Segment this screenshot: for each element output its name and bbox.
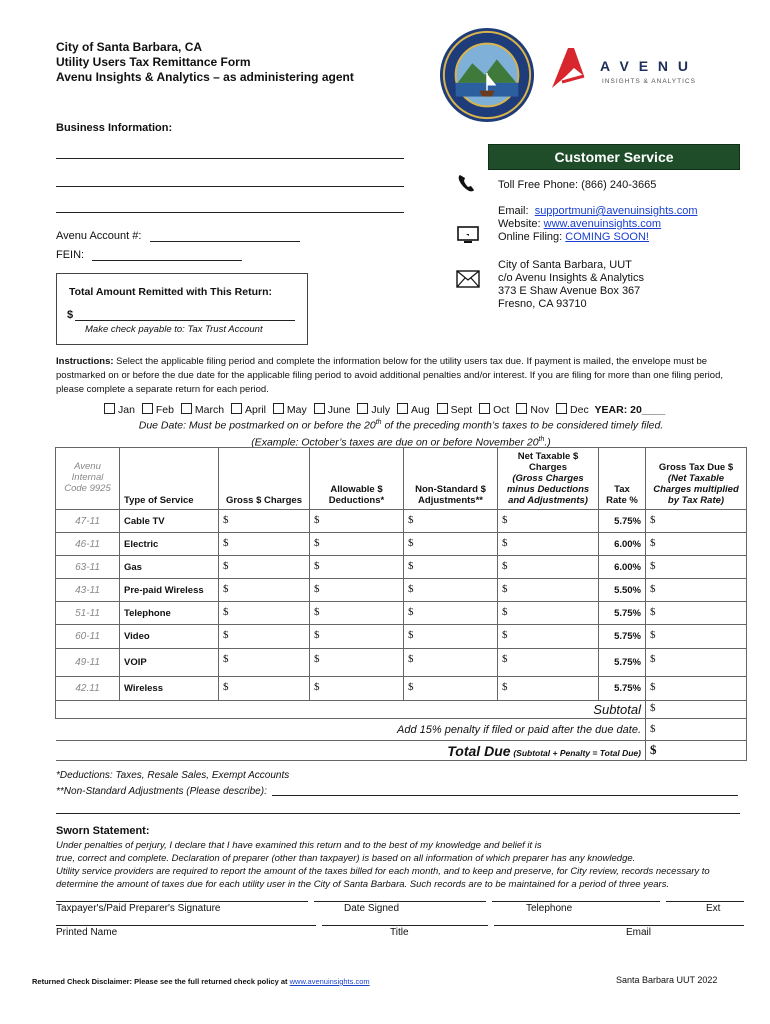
net-cell[interactable]: $ [498,510,599,533]
net-cell[interactable]: $ [498,625,599,649]
due-date-example-sup: th [538,435,545,443]
address-line-1: City of Santa Barbara, UUT [498,259,632,271]
header-gross: Gross $ Charges [219,448,310,510]
month-checkbox[interactable] [397,403,408,414]
due-date-note [56,416,746,449]
row-code: 47-11 [56,510,120,533]
signature-field[interactable] [56,901,308,902]
month-label: Jan [118,404,135,416]
due-cell[interactable]: $ [646,556,747,579]
mailing-address [498,259,644,311]
row-rate: 5.75% [599,677,646,701]
ext-field[interactable] [666,901,744,902]
disclaimer-text: Returned Check Disclaimer: Please see the full returned check policy at [32,977,290,986]
avenu-wordmark: A V E N U [600,58,692,74]
month-checkbox[interactable] [437,403,448,414]
phone-icon [456,172,478,194]
business-city-line[interactable] [56,212,404,213]
header-nonstandard: Non-Standard $ Adjustments** [404,448,498,510]
month-checkbox[interactable] [556,403,567,414]
online-filing-link[interactable]: COMING SOON! [565,231,649,243]
table-row [56,625,747,649]
gross-cell[interactable]: $ [219,602,310,625]
gross-cell[interactable]: $ [219,556,310,579]
due-cell[interactable]: $ [646,677,747,701]
total-due-label [56,741,646,761]
month-checkbox[interactable] [273,403,284,414]
header-allowable: Allowable $ Deductions* [310,448,404,510]
gross-cell[interactable]: $ [219,625,310,649]
row-rate: 5.50% [599,579,646,602]
due-cell[interactable]: $ [646,579,747,602]
row-rate: 5.75% [599,625,646,649]
filing-label: Online Filing: [498,231,563,243]
nonstandard-cell[interactable]: $ [404,510,498,533]
address-line-4: Fresno, CA 93710 [498,298,587,310]
net-cell[interactable]: $ [498,677,599,701]
year-label[interactable]: YEAR: 20____ [594,404,666,416]
due-cell[interactable]: $ [646,602,747,625]
nonstandard-cell[interactable]: $ [404,533,498,556]
due-date-text-end: of the preceding month’s taxes to be considered timely filed. [381,419,664,432]
form-header [56,40,354,85]
allowable-cell[interactable]: $ [310,533,404,556]
row-rate: 5.75% [599,510,646,533]
row-service: Electric [120,533,219,556]
subtotal-cell[interactable]: $ [646,701,747,719]
avenu-logo [548,46,728,92]
website-label: Website: [498,218,541,230]
gross-cell[interactable]: $ [219,510,310,533]
tax-table [55,447,747,761]
form-version: Santa Barbara UUT 2022 [616,975,718,985]
contact-online [498,205,698,244]
month-checkbox[interactable] [104,403,115,414]
due-date-sup: th [375,419,382,426]
header-agent: Avenu Insights & Analytics – as administering agent [56,70,354,84]
account-field[interactable] [150,241,300,242]
row-code: 63-11 [56,556,120,579]
net-cell[interactable]: $ [498,533,599,556]
row-rate: 5.75% [599,649,646,677]
header-net-title: Net Taxable $ Charges [517,451,579,473]
email-label-sig: Email [626,927,652,938]
due-cell[interactable]: $ [646,625,747,649]
net-cell[interactable]: $ [498,649,599,677]
nonstandard-note: **Non-Standard Adjustments (Please describe): [56,786,267,797]
avenu-a-icon [548,46,588,90]
month-label: Nov [530,404,550,416]
month-label: Sept [450,404,473,416]
address-line-2: c/o Avenu Insights & Analytics [498,272,644,284]
header-code: Avenu Internal Code 9925 [56,448,120,510]
returned-check-disclaimer [32,977,370,986]
due-date-example: (Example: October’s taxes are due on or before November 20 [251,436,539,448]
instructions-text: Select the applicable filing period and complete the information below for the utility users tax due. If payment is mailed, the envelope must be postmarked on or before the due date for the applicable filing period to avoid additional penalties and/or interest. If you are filing for more than one filing period, please complete a separate return for each period. [56,356,723,395]
row-rate: 6.00% [599,533,646,556]
table-row [56,649,747,677]
business-address-line[interactable] [56,186,404,187]
address-line-3: 373 E Shaw Avenue Box 367 [498,285,641,297]
penalty-label: Add 15% penalty if filed or paid after the due date. [56,719,646,741]
email-link[interactable]: supportmuni@avenuinsights.com [534,205,698,217]
row-rate: 5.75% [599,602,646,625]
row-service: Telephone [120,602,219,625]
row-service: Wireless [120,677,219,701]
row-service: Video [120,625,219,649]
total-due-note: (Subtotal + Penalty = Total Due) [513,747,641,758]
gross-cell[interactable]: $ [219,533,310,556]
month-label: April [244,404,266,416]
month-label: March [194,404,225,416]
total-due-row [56,741,747,761]
toll-free-phone: Toll Free Phone: (866) 240-3665 [498,179,657,191]
gross-cell[interactable]: $ [219,649,310,677]
row-service: Cable TV [120,510,219,533]
subtotal-label: Subtotal [56,701,646,719]
nonstandard-description-field[interactable] [272,795,738,796]
due-cell[interactable]: $ [646,510,747,533]
total-remitted-box [56,273,308,345]
header-net [498,448,599,510]
allowable-cell[interactable]: $ [310,649,404,677]
nonstandard-cell[interactable]: $ [404,649,498,677]
table-row [56,556,747,579]
month-label: July [371,404,391,416]
header-service: Type of Service [120,448,219,510]
penalty-cell[interactable]: $ [646,719,747,741]
total-remitted-dollar: $ [67,309,74,321]
business-info-title: Business Information: [56,122,173,134]
net-cell[interactable]: $ [498,556,599,579]
month-checkbox[interactable] [181,403,192,414]
instructions [56,355,746,397]
sworn-line-2: true, correct and complete. Declaration of preparer (other than taxpayer) is based on all information of which preparer has any knowledge. [56,853,636,864]
sworn-line-3: Utility service providers are required to report the amount of the taxes billed for each month, and to keep and preserve, for City review, records necessary to [56,866,710,877]
month-label: June [327,404,351,416]
header-form-title: Utility Users Tax Remittance Form [56,55,251,69]
month-label: Dec [570,404,589,416]
nonstandard-cell[interactable]: $ [404,602,498,625]
month-checkbox[interactable] [516,403,527,414]
ext-label: Ext [706,903,721,914]
title-label: Title [390,927,409,938]
penalty-row [56,719,747,741]
nonstandard-cell[interactable]: $ [404,625,498,649]
table-row [56,677,747,701]
email-label: Email: [498,205,529,217]
header-city: City of Santa Barbara, CA [56,40,203,54]
payable-note: Make check payable to: Tax Trust Account [85,324,263,335]
title-field[interactable] [322,925,488,926]
row-service: Pre-paid Wireless [120,579,219,602]
date-signed-field[interactable] [314,901,486,902]
nonstandard-cell[interactable]: $ [404,556,498,579]
instructions-label: Instructions: [56,356,114,367]
avenu-tagline: INSIGHTS & ANALYTICS [602,78,696,85]
allowable-cell[interactable]: $ [310,510,404,533]
total-due-cell[interactable]: $ [646,741,747,761]
total-remitted-field[interactable] [75,320,295,321]
fein-label: FEIN: [56,249,85,261]
computer-icon [456,226,480,246]
printed-name-field[interactable] [56,925,316,926]
footnotes [56,768,289,800]
net-cell[interactable]: $ [498,579,599,602]
month-checkbox[interactable] [231,403,242,414]
header-net-sub: (Gross Charges minus Deductions and Adjustments) [506,473,590,506]
subtotal-row [56,701,747,719]
telephone-label: Telephone [526,903,573,914]
table-row [56,533,747,556]
nonstandard-cell[interactable]: $ [404,677,498,701]
account-label: Avenu Account #: [56,230,142,242]
sworn-statement-title: Sworn Statement: [56,825,150,837]
month-checkbox[interactable] [479,403,490,414]
row-code: 51-11 [56,602,120,625]
filing-period-months [100,403,665,416]
due-date-example-end: .) [544,436,551,448]
allowable-cell[interactable]: $ [310,556,404,579]
telephone-field[interactable] [492,901,660,902]
nonstandard-cell[interactable]: $ [404,579,498,602]
envelope-icon [456,270,480,288]
header-rate: Tax Rate % [599,448,646,510]
allowable-cell[interactable]: $ [310,579,404,602]
business-name-line[interactable] [56,158,404,159]
row-code: 42.11 [56,677,120,701]
due-date-text: Due Date: Must be postmarked on or before the 20 [138,419,376,432]
month-label: Feb [155,404,174,416]
email-field[interactable] [494,925,744,926]
month-label: Aug [411,404,430,416]
sworn-line-4: determine the amount of taxes due for each utility user in the City of Santa Barbara. Such records are to be maintained for a period of three years. [56,879,670,890]
table-row [56,510,747,533]
row-rate: 6.00% [599,556,646,579]
gross-cell[interactable]: $ [219,579,310,602]
due-cell[interactable]: $ [646,649,747,677]
header-due-title: Gross Tax Due $ [658,462,734,473]
month-label: May [286,404,307,416]
allowable-cell[interactable]: $ [310,602,404,625]
due-cell[interactable]: $ [646,533,747,556]
customer-service-title: Customer Service [488,144,740,170]
row-service: Gas [120,556,219,579]
month-checkbox[interactable] [357,403,368,414]
row-code: 43-11 [56,579,120,602]
allowable-cell[interactable]: $ [310,677,404,701]
header-due [646,448,747,510]
gross-cell[interactable]: $ [219,677,310,701]
net-cell[interactable]: $ [498,602,599,625]
table-row [56,602,747,625]
date-signed-label: Date Signed [344,903,400,914]
city-seal-icon [438,26,536,124]
table-row [56,579,747,602]
allowable-cell[interactable]: $ [310,625,404,649]
fein-field[interactable] [92,260,242,261]
printed-name-label: Printed Name [56,927,118,938]
row-code: 60-11 [56,625,120,649]
website-link[interactable]: www.avenuinsights.com [543,218,662,230]
row-code: 46-11 [56,533,120,556]
nonstandard-description-field-2[interactable] [56,813,740,814]
sworn-line-1: Under penalties of perjury, I declare that I have examined this return and to the best of my knowledge and belief it is [56,840,542,851]
month-checkbox[interactable] [314,403,325,414]
month-label: Oct [493,404,510,416]
row-code: 49-11 [56,649,120,677]
disclaimer-link[interactable]: www.avenuinsights.com [289,977,370,986]
total-due-text: Total Due [447,742,511,759]
month-checkbox[interactable] [142,403,153,414]
sworn-statement-text [56,839,746,891]
total-remitted-label: Total Amount Remitted with This Return: [69,286,272,298]
deductions-note: *Deductions: Taxes, Resale Sales, Exempt Accounts [56,770,290,781]
signature-label: Taxpayer's/Paid Preparer's Signature [56,903,221,914]
row-service: VOIP [120,649,219,677]
header-due-sub: (Net Taxable Charges multiplied by Tax Rate) [653,473,739,506]
